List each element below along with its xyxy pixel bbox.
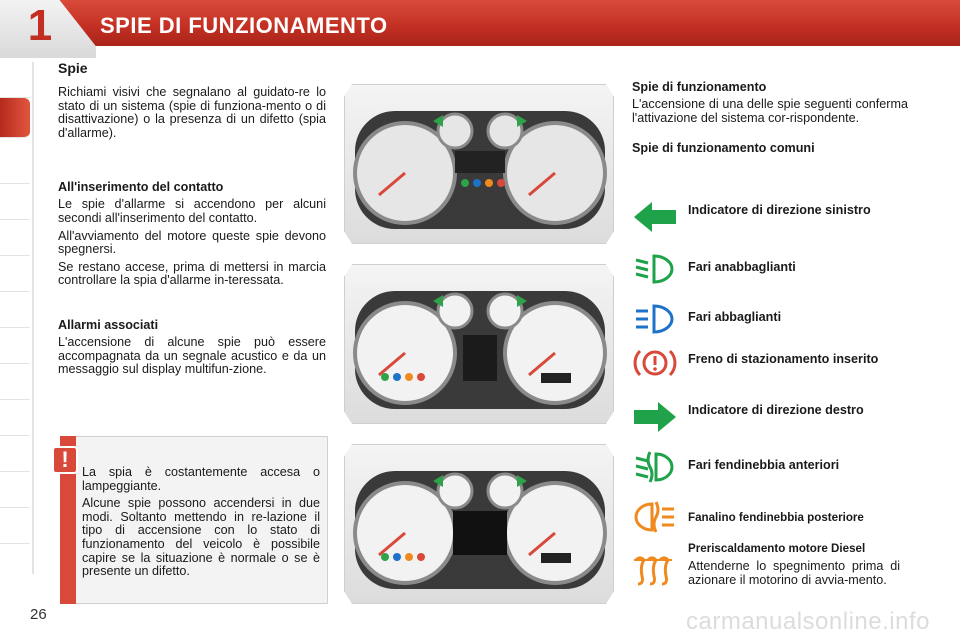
index-tab-1[interactable]	[0, 62, 30, 98]
page-title: SPIE DI FUNZIONAMENTO	[100, 13, 388, 38]
lamp-label-left-indicator: Indicatore di direzione sinistro	[688, 203, 871, 217]
index-tab-4[interactable]	[0, 184, 30, 220]
alarms-title: Allarmi associati	[58, 317, 159, 332]
warning-text	[82, 466, 320, 583]
section-title-spie: Spie	[58, 60, 88, 76]
index-tab-6[interactable]	[0, 256, 30, 292]
index-tab-5[interactable]	[0, 220, 30, 256]
instrument-cluster-image	[345, 85, 615, 245]
warning-paragraph-2: Alcune spie possono accendersi in due modi. Soltanto mettendo in re-lazione il tipo di accensione con lo stato di funzionamento del veicolo è possibile capire se la situazione è normale o se è presente un difetto.	[82, 496, 320, 579]
dipped-beam-icon	[632, 252, 678, 286]
side-index-tabs	[0, 62, 34, 574]
instrument-cluster-image	[345, 445, 615, 605]
right-intro: L'accensione di una delle spie seguenti conferma l'attivazione del sistema cor-rispondente.	[632, 97, 908, 125]
common-lamps-title: Spie di funzionamento comuni	[632, 141, 815, 156]
front-fog-icon	[632, 450, 678, 484]
lamp-label-dipped-beam: Fari anabbaglianti	[688, 260, 796, 274]
right-title: Spie di funzionamento	[632, 80, 767, 94]
instrument-cluster-image	[345, 265, 615, 425]
contact-paragraph-1: Le spie d'allarme si accendono per alcuni secondi all'inserimento del contatto.	[58, 197, 326, 225]
glow-plug-icon	[632, 554, 678, 588]
page-number: 26	[30, 606, 47, 623]
right-column	[632, 80, 908, 159]
arrow-left-icon	[632, 200, 678, 234]
arrow-right-icon	[632, 400, 678, 434]
lamp-label-main-beam: Fari abbaglianti	[688, 310, 782, 324]
lamp-label-front-fog: Fari fendinebbia anteriori	[688, 458, 840, 472]
lamp-label-parking-brake: Freno di stazionamento inserito	[688, 352, 879, 366]
rear-fog-icon	[632, 500, 678, 534]
index-tab-7[interactable]	[0, 292, 30, 328]
dashboard-illustration-3	[344, 444, 614, 604]
contact-title: All'inserimento del contatto	[58, 180, 224, 195]
index-tab-11[interactable]	[0, 436, 30, 472]
left-column	[58, 60, 326, 381]
index-tab-8[interactable]	[0, 328, 30, 364]
index-tab-10[interactable]	[0, 400, 30, 436]
exclamation-icon: !	[52, 446, 78, 474]
alarms-paragraph: L'accensione di alcune spie può essere accompagnata da un segnale acustico e da un messaggio sul display multifun-zione.	[58, 334, 326, 377]
chapter-number: 1	[27, 1, 53, 50]
warning-paragraph-1: La spia è costantemente accesa o lampeggiante.	[82, 465, 320, 493]
index-tab-9[interactable]	[0, 364, 30, 400]
dashboard-illustration-2	[344, 264, 614, 424]
parking-brake-icon	[632, 346, 678, 380]
index-tab-2-active[interactable]	[0, 98, 30, 138]
intro-paragraph: Richiami visivi che segnalano al guidato-re lo stato di un sistema (spie di funziona-mento o di disattivazione) o la presenza di un difetto (spia d'allarme).	[58, 85, 326, 140]
lamp-label-glow-plug: Preriscaldamento motore Diesel	[688, 542, 866, 555]
lamp-desc-glow-plug: Attenderne lo spegnimento prima di azionare il motorino di avvia-mento.	[688, 559, 900, 587]
index-tab-13[interactable]	[0, 508, 30, 544]
contact-paragraph-2: All'avviamento del motore queste spie devono spegnersi.	[58, 228, 326, 257]
dashboard-illustration-1	[344, 84, 614, 244]
main-beam-icon	[632, 302, 678, 336]
index-tab-12[interactable]	[0, 472, 30, 508]
index-tab-3[interactable]	[0, 148, 30, 184]
lamp-label-rear-fog: Fanalino fendinebbia posteriore	[688, 511, 864, 524]
contact-paragraph-3: Se restano accese, prima di mettersi in marcia controllare la spia d'allarme in-teressata.	[58, 259, 326, 288]
lamp-label-right-indicator: Indicatore di direzione destro	[688, 403, 864, 417]
watermark: carmanualsonline.info	[686, 608, 930, 635]
